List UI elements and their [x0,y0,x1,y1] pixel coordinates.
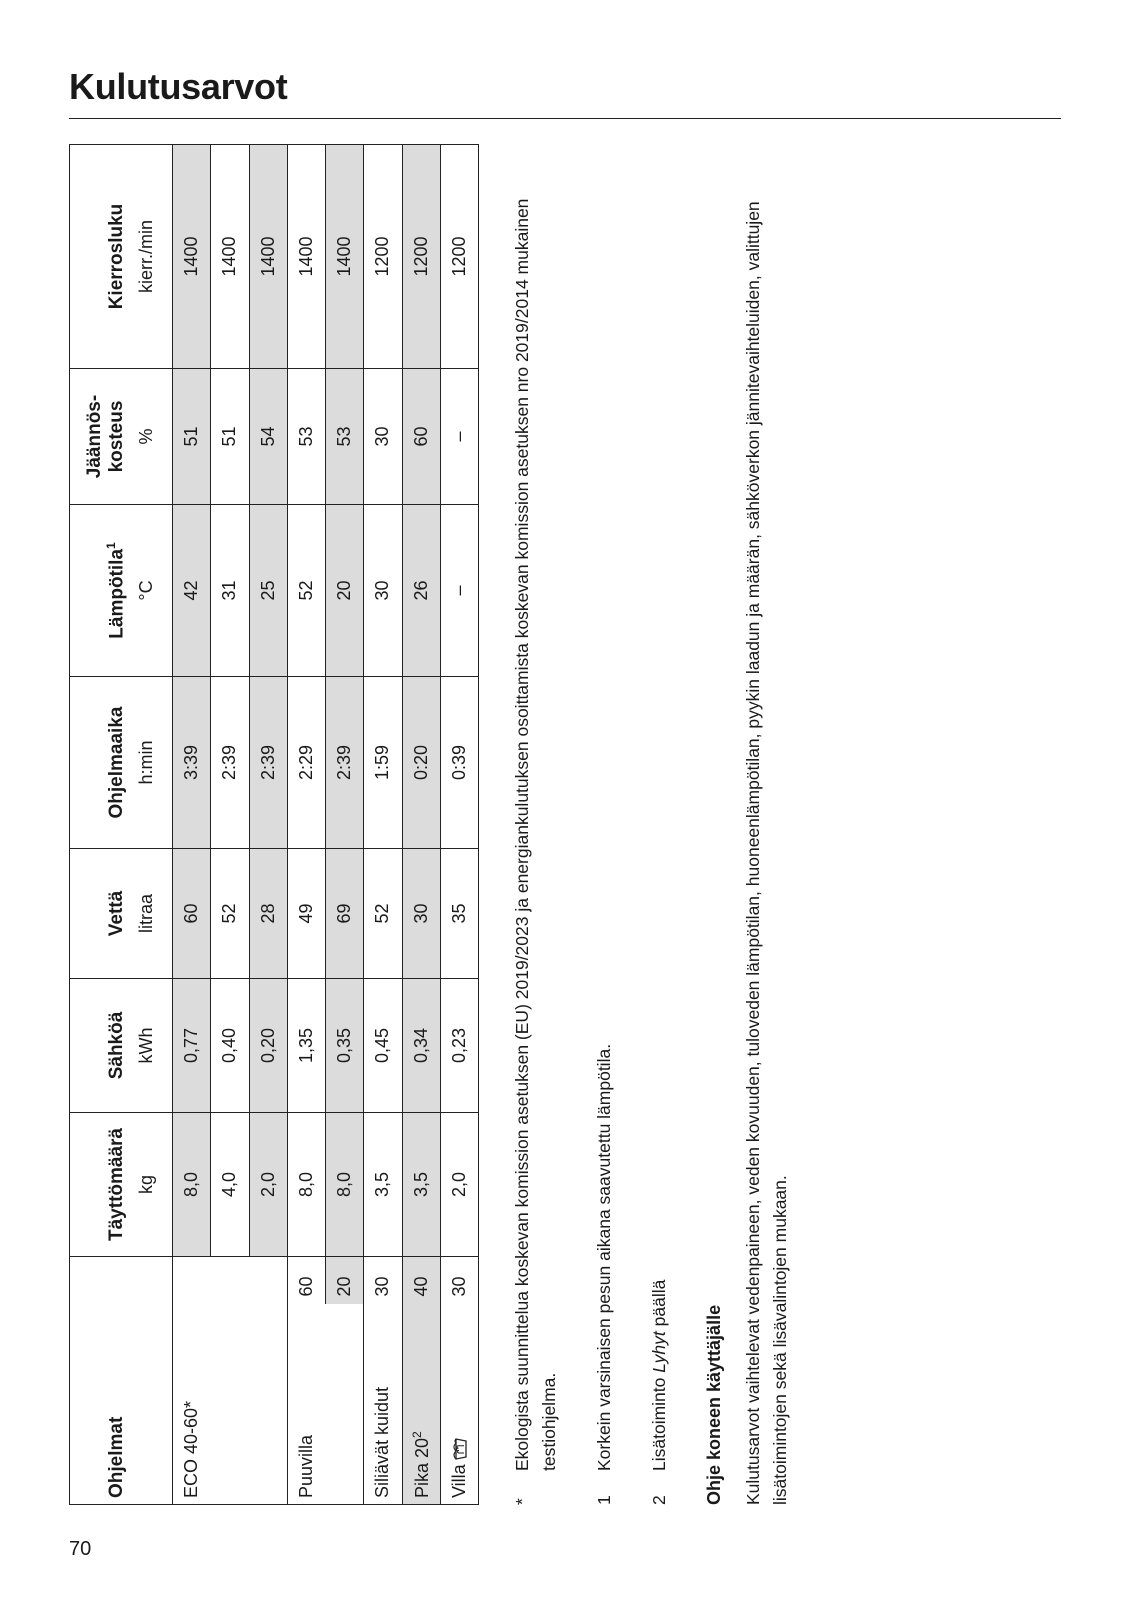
unit-duration: h:min [132,677,173,849]
rotated-content [69,145,1119,1505]
program-temp: 60 [287,1257,325,1305]
cell-duration: 2:39 [326,677,364,849]
page-number: 70 [69,1538,92,1560]
table-row [173,145,211,1505]
consumption-table [69,144,479,1505]
cell-duration: 1:59 [364,677,402,849]
cell-water: 69 [326,849,364,979]
unit-load: kg [132,1113,173,1257]
unit-energy: kWh [132,979,173,1113]
header-temperature: Lämpötila$^1$ [70,505,133,677]
cell-spin: 1400 [326,145,364,369]
header-program: Ohjelmat [70,1257,133,1505]
cell-load: 8,0 [326,1113,364,1257]
cell-moisture: 54 [249,369,287,505]
program-name: Puuvilla [287,1305,325,1505]
footnote-text-italic: Lyhyt [649,1331,669,1373]
cell-water: 52 [211,849,249,979]
cell-water: 35 [440,849,478,979]
unit-water: litraa [132,849,173,979]
cell-duration: 2:29 [287,677,325,849]
cell-spin: 1400 [249,145,287,369]
program-name [326,1305,364,1505]
program-temp: 30 [364,1257,402,1305]
cell-moisture: 51 [211,369,249,505]
footnote-text: Ekologista suunnittelua koskevan komission asetuksen (EU) 2019/2023 ja energiankulutuksen osoittamista koskevan komission asetuksen nro 2019/2014 mukainen testiohjelma. [512,198,559,1471]
program-temp: 20 [326,1257,364,1305]
page-title: Kulutusarvot [69,66,288,107]
cell-load: 2,0 [440,1113,478,1257]
cell-water: 30 [402,849,440,979]
program-temp: 30 [440,1257,478,1305]
cell-duration: 2:39 [249,677,287,849]
cell-energy: 0,77 [173,979,211,1113]
cell-moisture: 51 [173,369,211,505]
table-row [402,145,440,1505]
unit-spin: kierr./min [132,145,173,369]
cell-duration: 0:39 [440,677,478,849]
cell-temperature: 26 [402,505,440,677]
cell-spin: 1200 [440,145,478,369]
cell-duration: 2:39 [211,677,249,849]
title-divider [69,118,1061,119]
hand-wash-icon [451,1438,467,1460]
table-row [287,145,325,1505]
cell-spin: 1400 [287,145,325,369]
cell-water: 28 [249,849,287,979]
footnote-mark: 1 [594,1495,614,1505]
footnote-text: Korkein varsinaisen pesun aikana saavutettu lämpötila. [594,1043,614,1471]
cell-moisture: 60 [402,369,440,505]
cell-energy: 0,35 [326,979,364,1113]
cell-energy: 0,45 [364,979,402,1113]
unit-moisture: % [132,369,173,505]
header-load: Täyttömäärä [70,1113,133,1257]
cell-moisture: 53 [326,369,364,505]
footnote-ref-1: 1 [103,542,118,549]
cell-load: 2,0 [249,1113,287,1257]
cell-spin: 1200 [402,145,440,369]
cell-temperature: 52 [287,505,325,677]
table-row [440,145,478,1505]
cell-temperature: 20 [326,505,364,677]
program-name: Villa [440,1305,478,1505]
program-name: ECO 40-60* [173,1305,211,1505]
cell-load: 8,0 [287,1113,325,1257]
program-name: Siliävät kuidut [364,1305,402,1505]
cell-duration: 0:20 [402,677,440,849]
cell-spin: 1200 [364,145,402,369]
cell-energy: 0,23 [440,979,478,1113]
advice-title: Ohje koneen käyttäjälle [704,1304,724,1505]
cell-water: 52 [364,849,402,979]
cell-spin: 1400 [211,145,249,369]
advice-text: Kulutusarvot vaihtelevat vedenpaineen, veden kovuuden, tuloveden lämpötilan, huoneenlämpötilan, pyykin laadun ja määrän, sähköverkon jännitevaihteluiden, valittujen lisätoimintojen sekä lisävalintojen mukaan. [743,201,790,1505]
cell-duration: 3:39 [173,677,211,849]
footnote-mark: * [512,1498,532,1505]
table-row [364,145,402,1505]
cell-energy: 0,40 [211,979,249,1113]
cell-load: 4,0 [211,1113,249,1257]
header-energy: Sähköä [70,979,133,1113]
cell-energy: 0,34 [402,979,440,1113]
footnote-ref-2: 2 [409,1431,424,1438]
program-temp: 40 [402,1257,440,1305]
cell-moisture: 30 [364,369,402,505]
cell-water: 49 [287,849,325,979]
cell-energy: 1,35 [287,979,325,1113]
header-spin: Kierrosluku [70,145,133,369]
cell-temperature: – [440,505,478,677]
cell-load: 3,5 [402,1113,440,1257]
header-water: Vettä [70,849,133,979]
cell-moisture: – [440,369,478,505]
cell-temperature: 31 [211,505,249,677]
footnote-text-after: päällä [649,1279,669,1332]
cell-energy: 0,20 [249,979,287,1113]
cell-load: 8,0 [173,1113,211,1257]
cell-temperature: 30 [364,505,402,677]
table-row [211,145,249,1505]
program-name: Pika $20^2$ [402,1305,440,1505]
cell-spin: 1400 [173,145,211,369]
footnote-2 [646,145,673,1505]
program-name [249,1305,287,1505]
cell-temperature: 42 [173,505,211,677]
program-temp [249,1257,287,1305]
program-name [211,1305,249,1505]
footnote-1 [591,145,618,1505]
header-duration: Ohjelmaaika [70,677,133,849]
cell-load: 3,5 [364,1113,402,1257]
program-temp [173,1257,211,1305]
footnote-mark: 2 [649,1495,669,1505]
header-moisture: Jäännös- kosteus [70,369,133,505]
table-row [249,145,287,1505]
table-row [326,145,364,1505]
footnote-asterisk [509,145,563,1505]
footnote-text-before: Lisätoiminto [649,1372,669,1471]
cell-water: 60 [173,849,211,979]
unit-temperature: °C [132,505,173,677]
unit-program [132,1257,173,1505]
cell-temperature: 25 [249,505,287,677]
cell-moisture: 53 [287,369,325,505]
program-temp [211,1257,249,1305]
footnotes [509,145,794,1505]
